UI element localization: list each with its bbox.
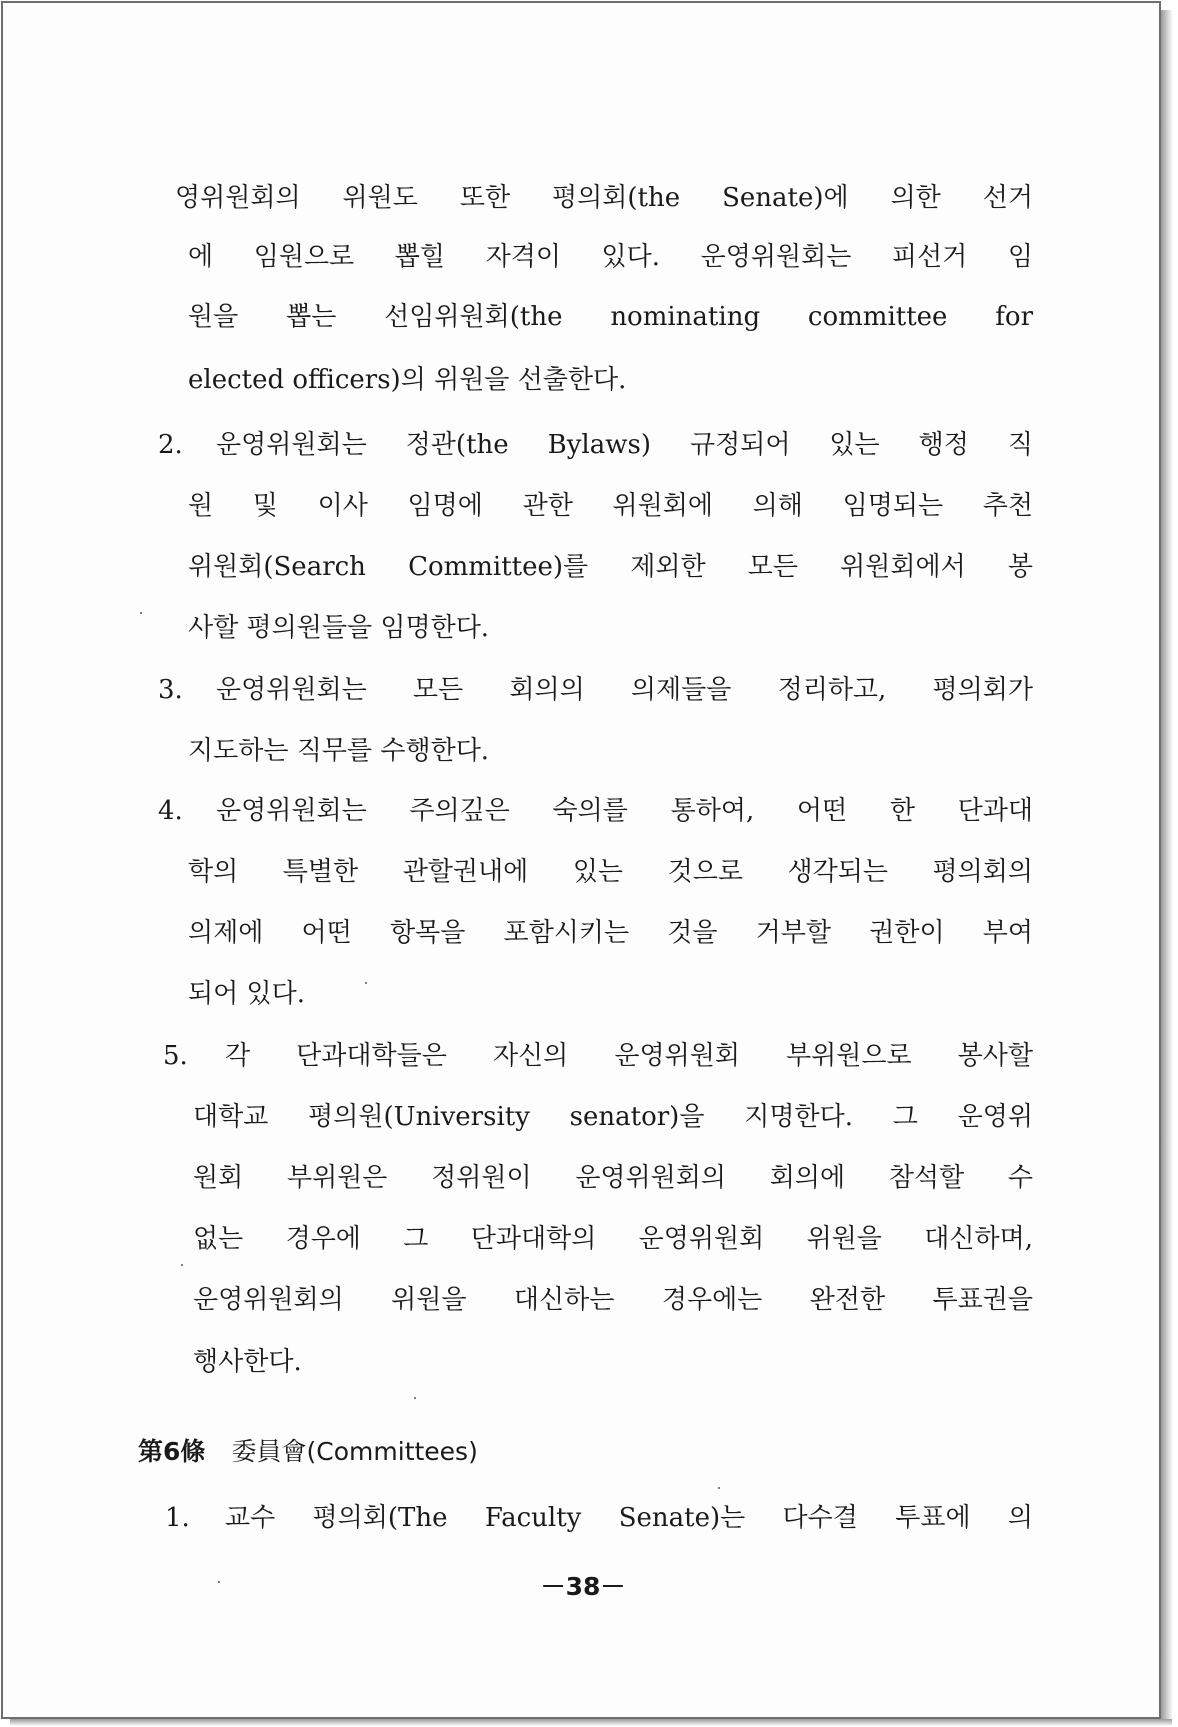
text-line-content: 없는 경우에 그 단과대학의 운영위원회 위원을 대신하며, [193,1224,1033,1254]
text-line-content: 행사한다. [193,1347,302,1377]
page-number: －38－ [540,1572,626,1601]
text-line [3,1161,1163,1195]
text-line [3,489,1163,523]
list-number: 1. [165,1503,190,1533]
text-line [3,916,1163,950]
text-line [3,181,1163,215]
text-line-content: 사할 평의원들을 임명한다. [188,613,490,643]
list-item-4 [3,794,1163,828]
text-line-content: 대학교 평의원(University senator)을 지명한다. 그 운영위 [193,1102,1033,1132]
text-line [3,611,1163,645]
list-number: 2. [158,430,183,460]
list-number: 3. [158,675,183,705]
text-line [3,1222,1163,1256]
document-page [1,1,1161,1719]
list-number: 5. [163,1041,188,1071]
scan-speck [718,1487,720,1489]
page-shadow [1161,10,1173,1722]
text-line-content: 각 단과대학들은 자신의 운영위원회 부위원으로 봉사할 [225,1041,1033,1071]
text-line [3,977,1163,1011]
text-line [3,855,1163,889]
section-label: 第6條 [138,1437,206,1466]
text-line-content: 원을 뽑는 선임위원회(the nominating committee for [188,302,1033,332]
list-number: 4. [158,796,183,826]
text-line [3,1100,1163,1134]
text-line-content: 영위원회의 위원도 또한 평의회(the Senate)에 의한 선거 [175,183,1033,213]
scan-speck [218,1581,220,1583]
text-line-content: 운영위원회는 정관(the Bylaws) 규정되어 있는 행정 직 [216,430,1033,460]
text-line [3,300,1163,334]
text-line-content: 원 및 이사 임명에 관한 위원회에 의해 임명되는 추천 [188,491,1033,521]
text-line [3,550,1163,584]
text-line-content: 운영위원회의 위원을 대신하는 경우에는 완전한 투표권을 [193,1285,1033,1315]
text-line-content: 되어 있다. [188,979,305,1009]
text-line-content: 지도하는 직무를 수행한다. [188,736,490,766]
text-line [3,734,1163,768]
scan-speck [140,612,142,614]
list-item-5 [3,1039,1163,1073]
text-line [3,1345,1163,1379]
text-line [3,363,1163,397]
text-line-content: 원회 부위원은 정위원이 운영위원회의 회의에 참석할 수 [193,1163,1033,1193]
text-line-content: 운영위원회는 모든 회의의 의제들을 정리하고, 평의회가 [216,675,1033,705]
scan-speck [414,1397,416,1399]
section-heading [138,1435,478,1469]
text-line-content: 학의 특별한 관할권내에 있는 것으로 생각되는 평의회의 [188,857,1033,887]
page-shadow [10,1719,1172,1726]
section-title: 委員會(Committees) [231,1437,478,1466]
text-line-content: 교수 평의회(The Faculty Senate)는 다수결 투표에 의 [225,1503,1033,1533]
list-item-2 [3,428,1163,462]
text-line [3,240,1163,274]
text-line [3,1283,1163,1317]
scan-speck [181,1264,183,1266]
text-line-content: 운영위원회는 주의깊은 숙의를 통하여, 어떤 한 단과대 [216,796,1033,826]
text-line-content: 위원회(Search Committee)를 제외한 모든 위원회에서 봉 [188,552,1033,582]
text-line-content: elected officers)의 위원을 선출한다. [188,365,627,395]
list-item-1 [3,1501,1163,1535]
text-line-content: 의제에 어떤 항목을 포함시키는 것을 거부할 권한이 부여 [188,918,1033,948]
list-item-3 [3,673,1163,707]
text-line-content: 에 임원으로 뽑힐 자격이 있다. 운영위원회는 피선거 임 [188,242,1033,272]
scan-speck [365,982,367,984]
